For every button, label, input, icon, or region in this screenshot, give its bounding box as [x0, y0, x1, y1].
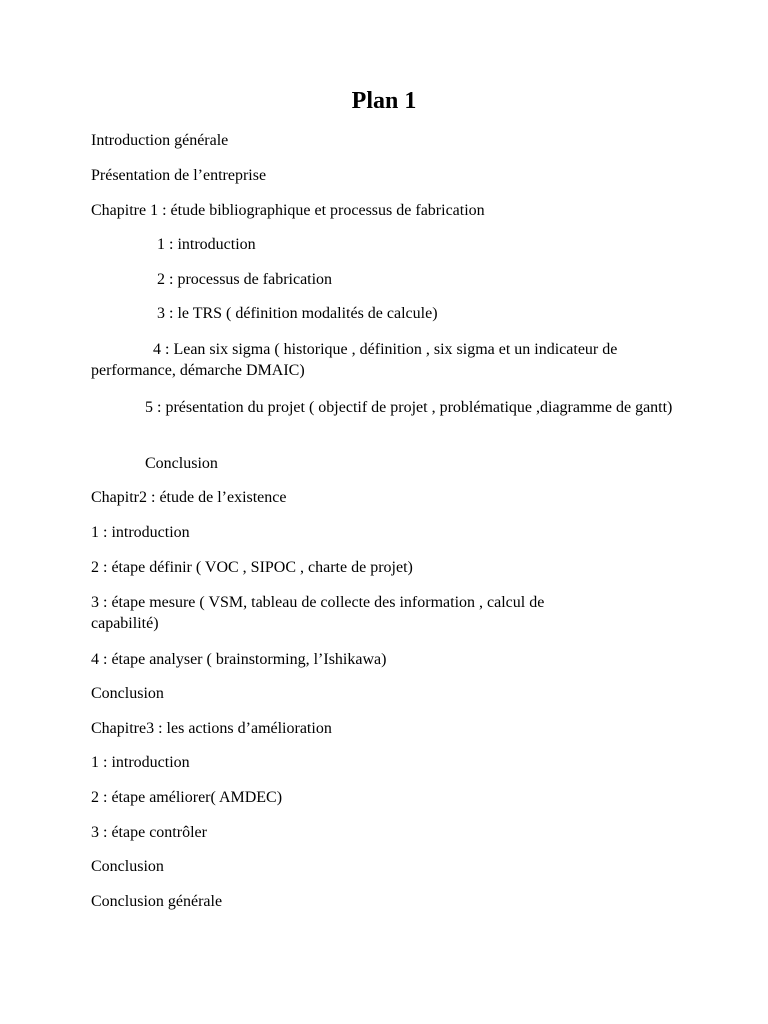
plan-line-ch2-introduction: 1 : introduction [91, 524, 190, 541]
plan-line-ch2-analyser: 4 : étape analyser ( brainstorming, l’Ishikawa) [91, 651, 387, 668]
plan-line-chapitre-3: Chapitre3 : les actions d’amélioration [91, 720, 332, 737]
plan-line-presentation-entreprise: Présentation de l’entreprise [91, 167, 267, 184]
plan-line-ch1-conclusion: Conclusion [145, 455, 218, 472]
plan-line-ch1-processus: 2 : processus de fabrication [157, 271, 333, 288]
plan-line-chapitre-2: Chapitr2 : étude de l’existence [91, 489, 287, 506]
plan-line-ch1-lean-six-sigma: 4 : Lean six sigma ( historique , définition , six sigma et un indicateur de performance, démarche DMAIC) [91, 341, 618, 379]
plan-line-ch2-mesure: 3 : étape mesure ( VSM, tableau de collecte des information , calcul de capabilité) [91, 594, 545, 632]
plan-line-ch2-definir: 2 : étape définir ( VOC , SIPOC , charte de projet) [91, 559, 413, 576]
plan-line-ch1-introduction: 1 : introduction [157, 236, 256, 253]
page-title: Plan 1 [351, 88, 417, 114]
plan-line-ch1-presentation-projet: 5 : présentation du projet ( objectif de projet , problématique ,diagramme de gantt) [145, 399, 673, 416]
plan-line-ch1-trs: 3 : le TRS ( définition modalités de calcule) [157, 305, 438, 322]
plan-line-intro-generale: Introduction générale [91, 132, 229, 149]
plan-line-ch3-controler: 3 : étape contrôler [91, 824, 207, 841]
plan-line-conclusion-generale: Conclusion générale [91, 893, 223, 910]
plan-line-ch3-conclusion: Conclusion [91, 858, 164, 875]
plan-line-ch3-ameliorer: 2 : étape améliorer( AMDEC) [91, 789, 283, 806]
plan-line-chapitre-1: Chapitre 1 : étude bibliographique et processus de fabrication [91, 202, 485, 219]
plan-line-ch3-introduction: 1 : introduction [91, 754, 190, 771]
plan-line-ch2-conclusion: Conclusion [91, 685, 164, 702]
